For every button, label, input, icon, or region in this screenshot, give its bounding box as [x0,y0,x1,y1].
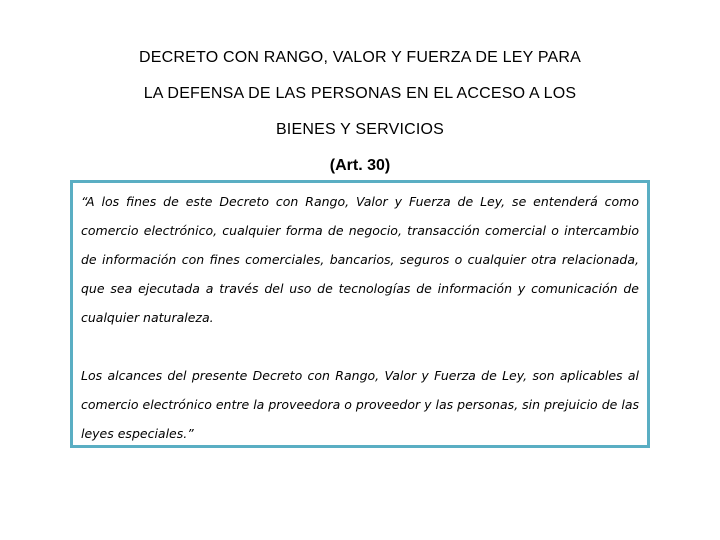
document-header [60,40,660,184]
quote-paragraph-1: “A los fines de este Decreto con Rango, Valor y Fuerza de Ley, se entenderá como comercio electrónico, cualquier forma de negocio, transacción comercial o intercambio de información con fines comerciales, bancarios, seguros o cualquier otra relacionada, que sea ejecutada a través del uso de tecnologías de información y comunicación de cualquier naturaleza. [81,194,639,325]
article-reference: (Art. 30) [329,157,391,174]
quote-paragraph-2: Los alcances del presente Decreto con Rango, Valor y Fuerza de Ley, son aplicables al comercio electrónico entre la proveedora o proveedor y las personas, sin prejuicio de las leyes especiales.” [81,368,639,441]
title-line-2: LA DEFENSA DE LAS PERSONAS EN EL ACCESO A LOS [143,85,577,102]
title-line-3: BIENES Y SERVICIOS [275,121,445,138]
title-line-1: DECRETO CON RANGO, VALOR Y FUERZA DE LEY PARA [139,49,581,66]
quote-box [70,180,650,448]
